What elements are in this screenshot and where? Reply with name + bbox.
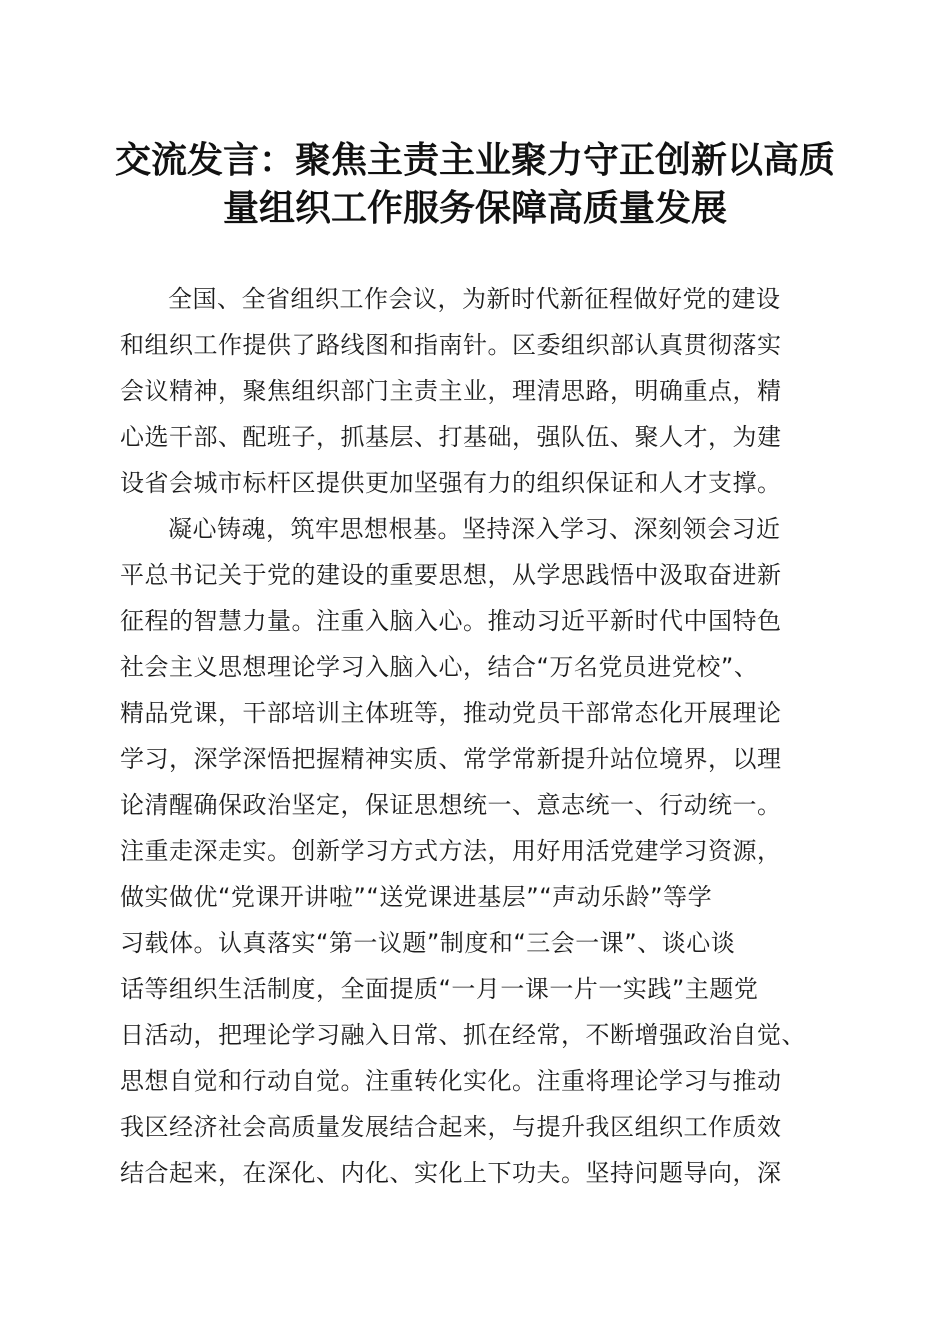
text-line: 平总书记关于党的建设的重要思想，从学思践悟中汲取奋进新 [120, 561, 782, 589]
text-line: 习载体。认真落实“第一议题”制度和“三会一课”、谈心谈 [120, 929, 736, 957]
text-line: 日活动，把理论学习融入日常、抓在经常，不断增强政治自觉、 [120, 1021, 806, 1049]
text-line: 思想自觉和行动自觉。注重转化实化。注重将理论学习与推动 [120, 1067, 782, 1095]
paragraph-2 [120, 506, 835, 1196]
page-title [95, 136, 855, 232]
text-line: 和组织工作提供了路线图和指南针。区委组织部认真贯彻落实 [120, 331, 782, 359]
text-line: 论清醒确保政治坚定，保证思想统一、意志统一、行动统一。 [120, 791, 782, 819]
text-line: 结合起来，在深化、内化、实化上下功夫。坚持问题导向，深 [120, 1159, 782, 1187]
title-line: 量组织工作服务保障高质量发展 [222, 187, 727, 229]
document-body [120, 276, 835, 1196]
text-line: 做实做优“党课开讲啦”“送党课进基层”“声动乐龄”等学 [120, 883, 713, 911]
text-line: 设省会城市标杆区提供更加坚强有力的组织保证和人才支撑。 [120, 469, 782, 497]
text-line: 全国、全省组织工作会议，为新时代新征程做好党的建设 [168, 285, 781, 313]
text-line: 会议精神，聚焦组织部门主责主业，理清思路，明确重点，精 [120, 377, 782, 405]
text-line: 注重走深走实。创新学习方式方法，用好用活党建学习资源， [120, 837, 782, 865]
text-line: 我区经济社会高质量发展结合起来，与提升我区组织工作质效 [120, 1113, 782, 1141]
text-line: 征程的智慧力量。注重入脑入心。推动习近平新时代中国特色 [120, 607, 782, 635]
text-line: 精品党课，干部培训主体班等，推动党员干部常态化开展理论 [120, 699, 782, 727]
title-line: 交流发言：聚焦主责主业聚力守正创新以高质 [114, 139, 835, 181]
text-line: 学习，深学深悟把握精神实质、常学常新提升站位境界，以理 [120, 745, 782, 773]
text-line: 心选干部、配班子，抓基层、打基础，强队伍、聚人才，为建 [120, 423, 782, 451]
paragraph-1 [120, 276, 835, 506]
text-line: 社会主义思想理论学习入脑入心，结合“万名党员进党校”、 [120, 653, 759, 681]
text-line: 话等组织生活制度，全面提质“一月一课一片一实践”主题党 [120, 975, 759, 1003]
text-line: 凝心铸魂，筑牢思想根基。坚持深入学习、深刻领会习近 [168, 515, 781, 543]
